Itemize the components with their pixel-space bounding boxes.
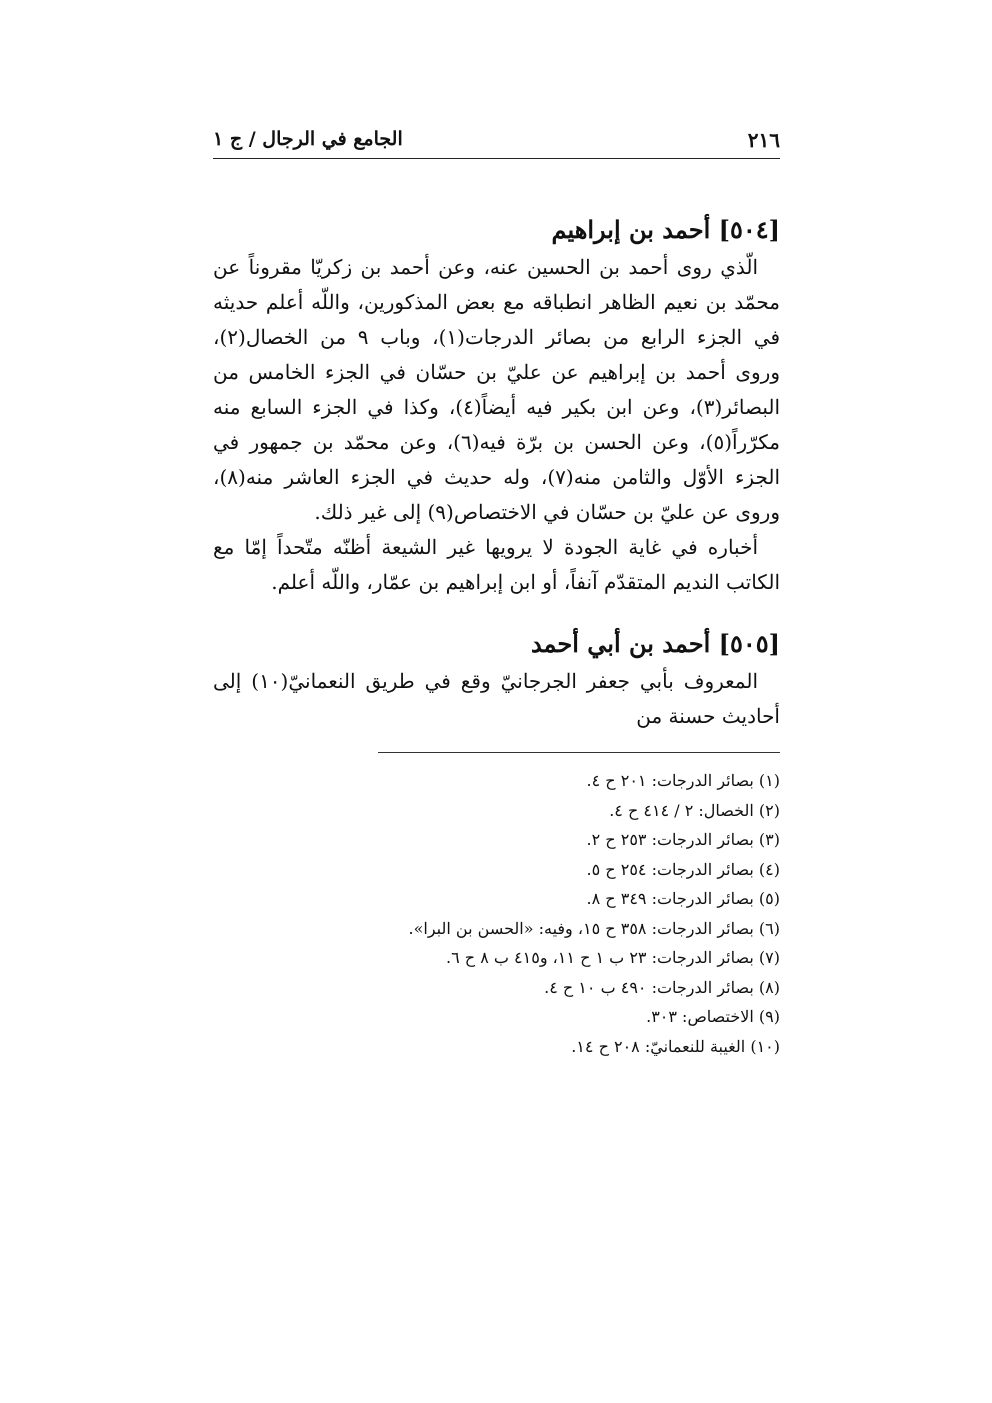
- entry-504-paragraph-2: أخباره في غاية الجودة لا يرويها غير الشيعة أظنّه متّحداً إمّا مع الكاتب النديم المتقدّم آنفاً، أو ابن إبراهيم بن عمّار، واللّه أعلم.: [213, 535, 780, 594]
- footnote-5: (٥) بصائر الدرجات: ٣٤٩ ح ٨.: [586, 889, 780, 908]
- footnote-9: (٩) الاختصاص: ٣٠٣.: [646, 1007, 780, 1026]
- page-body: [213, 210, 780, 734]
- footnote-4: (٤) بصائر الدرجات: ٢٥٤ ح ٥.: [586, 859, 780, 879]
- footnote-1: (١) بصائر الدرجات: ٢٠١ ح ٤.: [586, 771, 780, 790]
- footnote-7: (٧) بصائر الدرجات: ٢٣ ب ١ ح ١١، و٤١٥ ب ٨ ح ٦.: [446, 948, 780, 967]
- footnote-6: (٦) بصائر الدرجات: ٣٥٨ ح ١٥، وفيه: «الحسن بن البرا».: [408, 918, 780, 938]
- entry-title-504: [٥٠٤] أحمد بن إبراهيم: [551, 215, 780, 244]
- footnote-2: (٢) الخصال: ٢ / ٤١٤ ح ٤.: [609, 800, 780, 820]
- page-header: [213, 118, 780, 159]
- running-title: الجامع في الرجال / ج ١: [213, 128, 403, 150]
- footnote-10: (١٠) الغيبة للنعمانيّ: ٢٠٨ ح ١٤.: [571, 1036, 780, 1056]
- footnote-separator: [378, 752, 780, 753]
- entry-505-paragraph-1: المعروف بأبي جعفر الجرجانيّ وقع في طريق النعمانيّ(١٠) إلى أحاديث حسنة من: [213, 669, 780, 728]
- footnote-3: (٣) بصائر الدرجات: ٢٥٣ ح ٢.: [586, 830, 780, 849]
- page-number: ٢١٦: [747, 128, 780, 152]
- entry-504-paragraph-1: الّذي روى أحمد بن الحسين عنه، وعن أحمد بن زكريّا مقروناً عن محمّد بن نعيم الظاهر انطباقه مع بعض المذكورين، واللّه أعلم حديثه في الجزء الرابع من بصائر الدرجات(١)، وباب ٩ من الخصال(٢)، وروى أحمد بن إبراهيم عن عليّ بن حسّان في الجزء الخامس من البصائر(٣)، وعن ابن بكير فيه أيضاً(٤)، وكذا في الجزء السابع منه مكرّراً(٥)، وعن الحسن بن برّة فيه(٦)، وعن محمّد بن جمهور في الجزء الأوّل والثامن منه(٧)، وله حديث في الجزء العاشر منه(٨)، وروى عن عليّ بن حسّان في الاختصاص(٩) إلى غير ذلك.: [213, 255, 781, 524]
- entry-title-505: [٥٠٥] أحمد بن أبي أحمد: [530, 629, 780, 658]
- footnote-8: (٨) بصائر الدرجات: ٤٩٠ ب ١٠ ح ٤.: [544, 977, 780, 997]
- footnotes: [378, 766, 780, 1061]
